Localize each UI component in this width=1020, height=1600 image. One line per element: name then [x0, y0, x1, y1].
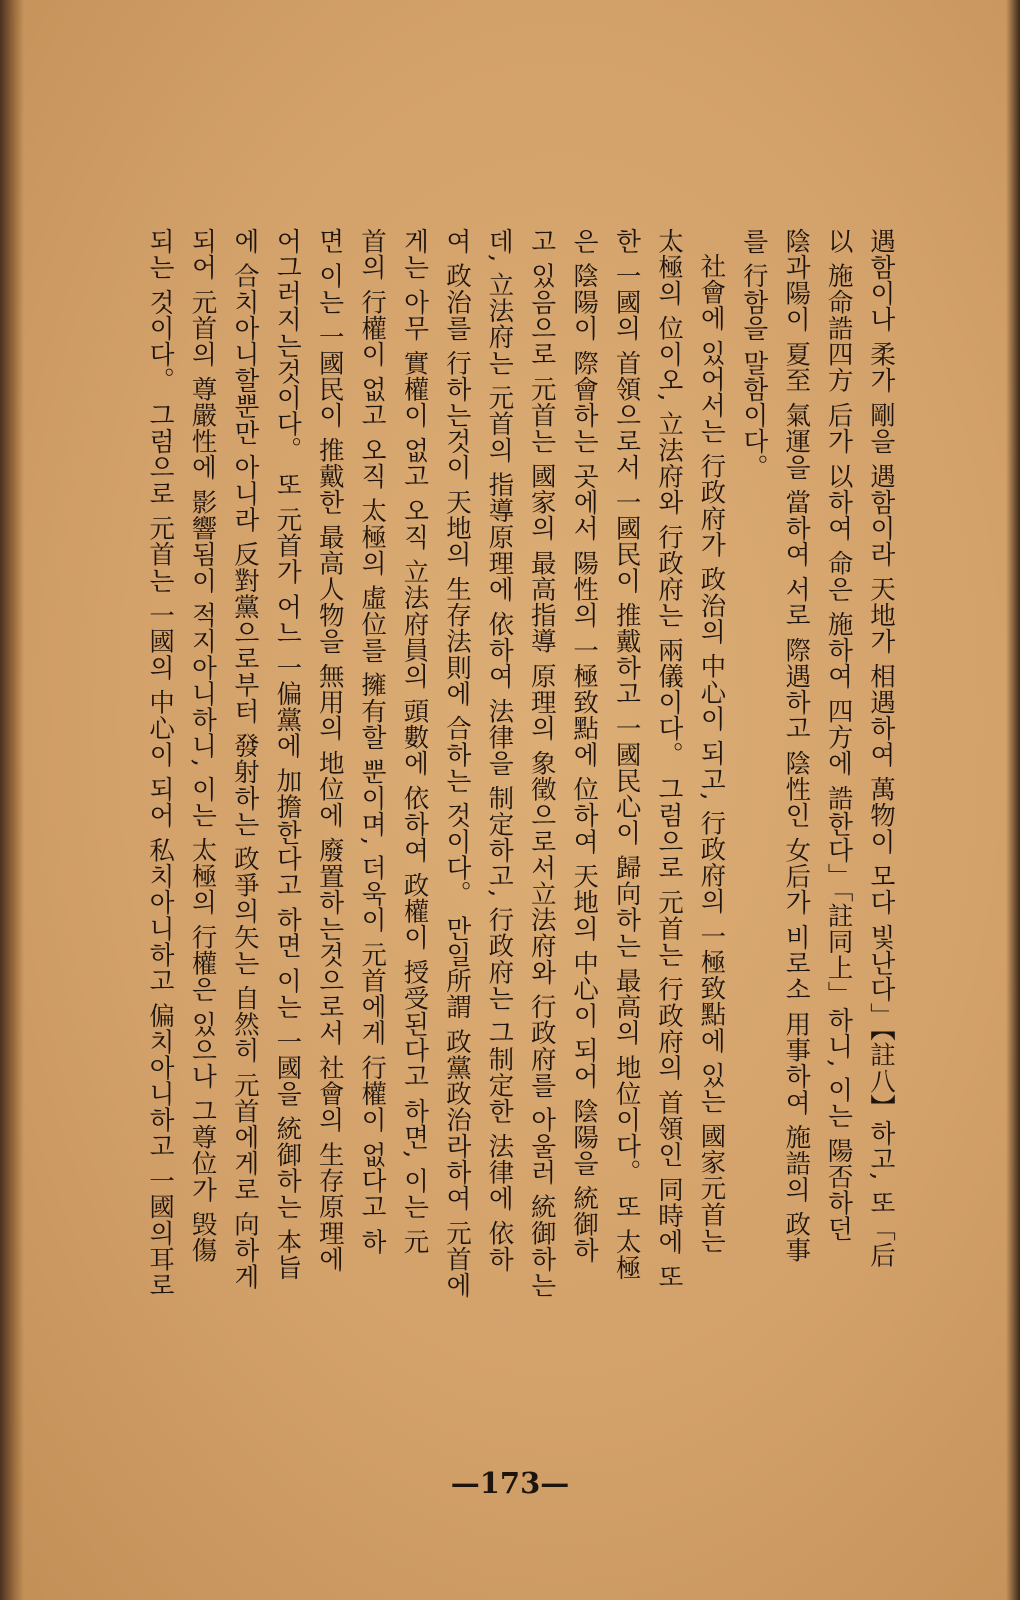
text-column: 社會에 있어서는 行政府가 政治의 中心이 되고, 行政府의 一極致點에 있는 國家元首는 [696, 253, 727, 1254]
text-column: 陰과陽이 夏至 氣運을 當하여 서로 際遇하고 陰性인 女后가 비로소 用事하여 施誥의 政事 [781, 228, 812, 1264]
text-column: 되는 것이다。 그럼으로 元首는 一國의 中心이 되어 私치아니하고 偏치아니하고 一國의耳로 [145, 228, 176, 1299]
text-column: 여 政治를 行하는것이 天地의 生存法則에 合하는 것이다。 만일所謂 政黨政治라하여 元首에 [441, 228, 472, 1299]
text-column: 게는 아무 實權이 없고 오직 立法府員의 頭數에 依하여 政權이 授受된다고 하면, 이는 元 [399, 228, 430, 1255]
text-column: 되어 元首의 尊嚴性에 影響됨이 적지아니하니, 이는 太極의 行權은 있으나 그尊位가 毁傷 [187, 228, 218, 1264]
text-column: 를 行함을 말함이다。 [738, 228, 769, 481]
text-column: 太極의 位이오, 立法府와 行政府는 兩儀이다。 그럼으로 元首는 行政府의 首領인 同時에 또 [653, 228, 684, 1290]
text-column: 遇함이나 柔가 剛을 遇함이라 天地가 相遇하여 萬物이 모다 빛난다」【註八】하고, 또「后 [866, 228, 896, 1269]
text-column: 에 合치아니할뿐만 아니라 反對黨으로부터 發射하는 政爭의矢는 自然히 元首에게로 向하게 [229, 228, 260, 1290]
page-edge-shadow [1006, 0, 1020, 1600]
text-column: 데, 立法府는 元首의 指導原理에 依하여 法律을 制定하고, 行政府는 그制定한 法律에 依하 [484, 228, 515, 1273]
text-column: 首의 行權이 없고 오직 太極의 虛位를 擁有할 뿐이며, 더욱이 元首에게 行權이 없다고 하 [357, 228, 388, 1255]
text-column: 어그러지는것이다。 또 元首가 어느 一偏黨에 加擔한다고 하면 이는 一國을 統御하는 本旨 [272, 228, 303, 1281]
vertical-text-body [106, 228, 902, 1426]
text-column: 은 陰陽이 際會하는 곳에서 陽性의 一極致點에 位하여 天地의 中心이 되어 陰陽을 統御하 [569, 228, 600, 1264]
text-column: 한 一國의 首領으로서 一國民이 推戴하고 一國民心이 歸向하는 最高의 地位이다。 또 太極 [611, 228, 642, 1281]
book-spine-shadow [0, 0, 24, 1600]
page-number: —173— [450, 1466, 570, 1500]
text-column: 以 施命誥四方 后가 以하여 命은 施하여 四方에 誥한다」「註同上」하니, 이는 陽否하던 [823, 228, 854, 1242]
text-column: 면 이는 一國民이 推戴한 最高人物을 無用의 地位에 廢置하는것으로서 社會의 生存原理에 [314, 228, 345, 1273]
text-column: 고 있음으로 元首는 國家의 最高指導 原理의 象徵으로서立法府와 行政府를 아울러 統御하는 [526, 228, 557, 1299]
